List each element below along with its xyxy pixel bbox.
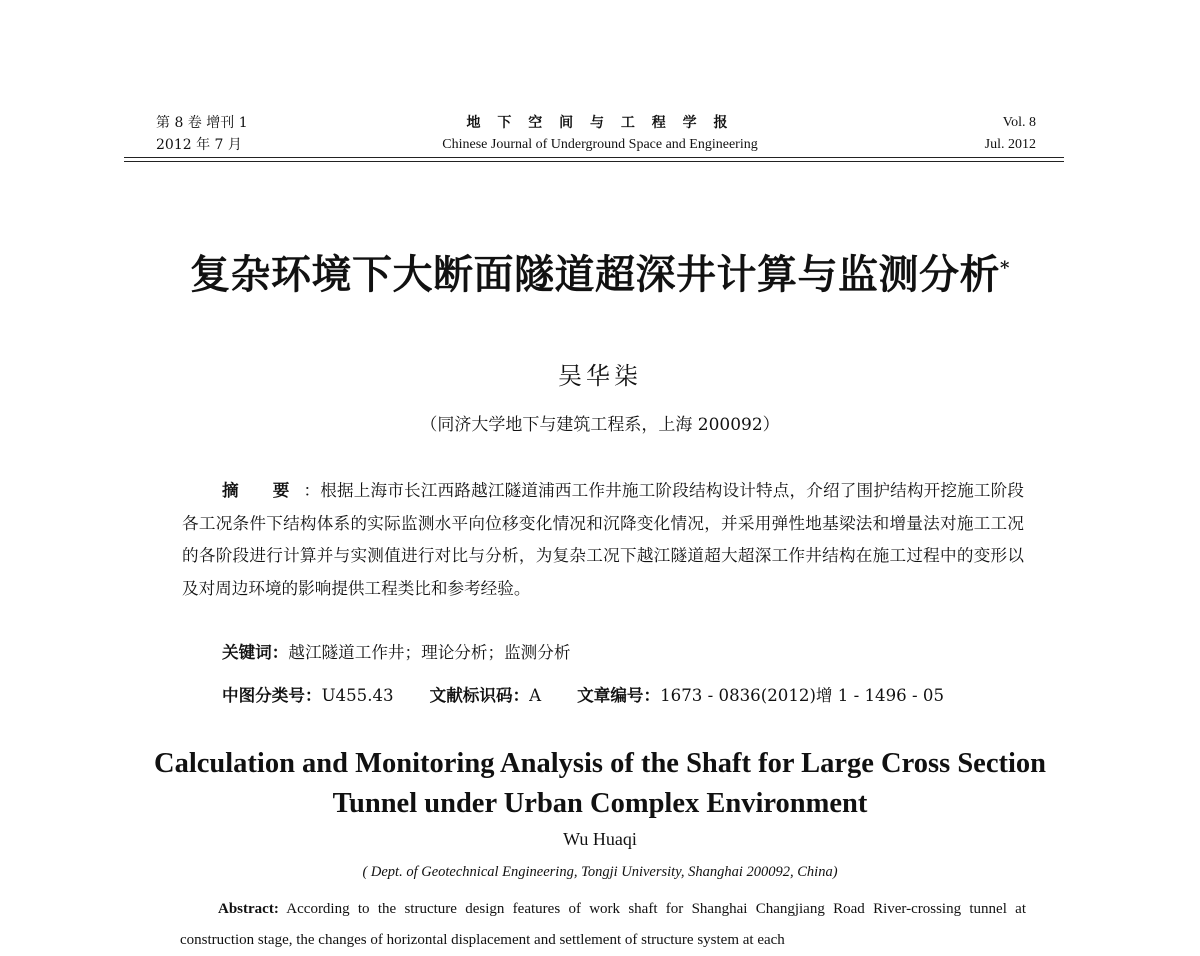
header-rule-thin	[124, 161, 1064, 162]
title-en-line2: Tunnel under Urban Complex Environment	[332, 788, 868, 819]
keywords-zh	[222, 639, 570, 663]
doc-code-label: 文献标识码：	[429, 685, 530, 705]
journal-name-zh: 地 下 空 间 与 工 程 学 报	[466, 115, 734, 131]
author-zh: 吴华柒	[558, 362, 642, 390]
abstract-en-label: Abstract:	[218, 901, 279, 917]
paper-title-zh	[0, 243, 1200, 300]
header-volume-line: 第 8 卷 增刊 1	[156, 115, 248, 131]
header-date-en: Jul. 2012	[984, 137, 1036, 152]
article-no-value: 1673 - 0836(2012)增 1 - 1496 - 05	[660, 686, 945, 705]
title-footnote-mark: *	[1000, 257, 1010, 279]
title-en-line1: Calculation and Monitoring Analysis of the Shaft for Large Cross Section	[154, 748, 1046, 779]
clc-label: 中图分类号：	[222, 685, 322, 705]
keywords-text: 越江隧道工作井；理论分析；监测分析	[288, 643, 571, 662]
abstract-zh	[182, 474, 1024, 605]
paper-title-en	[0, 744, 1200, 824]
header-volume-en	[960, 112, 1036, 156]
abstract-en-text: According to the structure design features of work shaft for Shanghai Changjiang Road River-crossing tunnel at construction stage, the changes of horizontal displacement and settlement of structure system at each	[180, 901, 1026, 948]
keywords-label: 关键词：	[222, 642, 289, 662]
header-rule-thick	[124, 157, 1064, 158]
abstract-zh-text: ：根据上海市长江西路越江隧道浦西工作井施工阶段结构设计特点，介绍了围护结构开挖施工阶段各工况条件下结构体系的实际监测水平向位移变化情况和沉降变化情况，并采用弹性地基梁法和增量法对施工工况的各阶段进行计算并与实测值进行对比与分析，为复杂工况下越江隧道超大超深工作井结构在施工过程中的变形以及对周边环境的影响提供工程类比和参考经验。	[182, 481, 1024, 598]
author-en: Wu Huaqi	[563, 829, 637, 849]
classification-line	[222, 682, 944, 706]
header-date-zh: 2012 年 7 月	[156, 137, 242, 153]
clc-value: U455.43	[321, 686, 394, 705]
article-no-label: 文章编号：	[577, 685, 661, 705]
title-zh-text: 复杂环境下大断面隧道超深井计算与监测分析	[190, 251, 1001, 298]
journal-name-en: Chinese Journal of Underground Space and Engineering	[442, 137, 758, 152]
abstract-zh-label: 摘 要	[222, 480, 304, 500]
abstract-en	[180, 894, 1026, 956]
header-vol: Vol. 8	[1002, 115, 1036, 130]
affiliation-zh: （同济大学地下与建筑工程系，上海 200092）	[420, 415, 780, 435]
doc-code-value: A	[529, 686, 542, 705]
affiliation-en: ( Dept. of Geotechnical Engineering, Tongji University, Shanghai 200092, China)	[362, 864, 838, 880]
